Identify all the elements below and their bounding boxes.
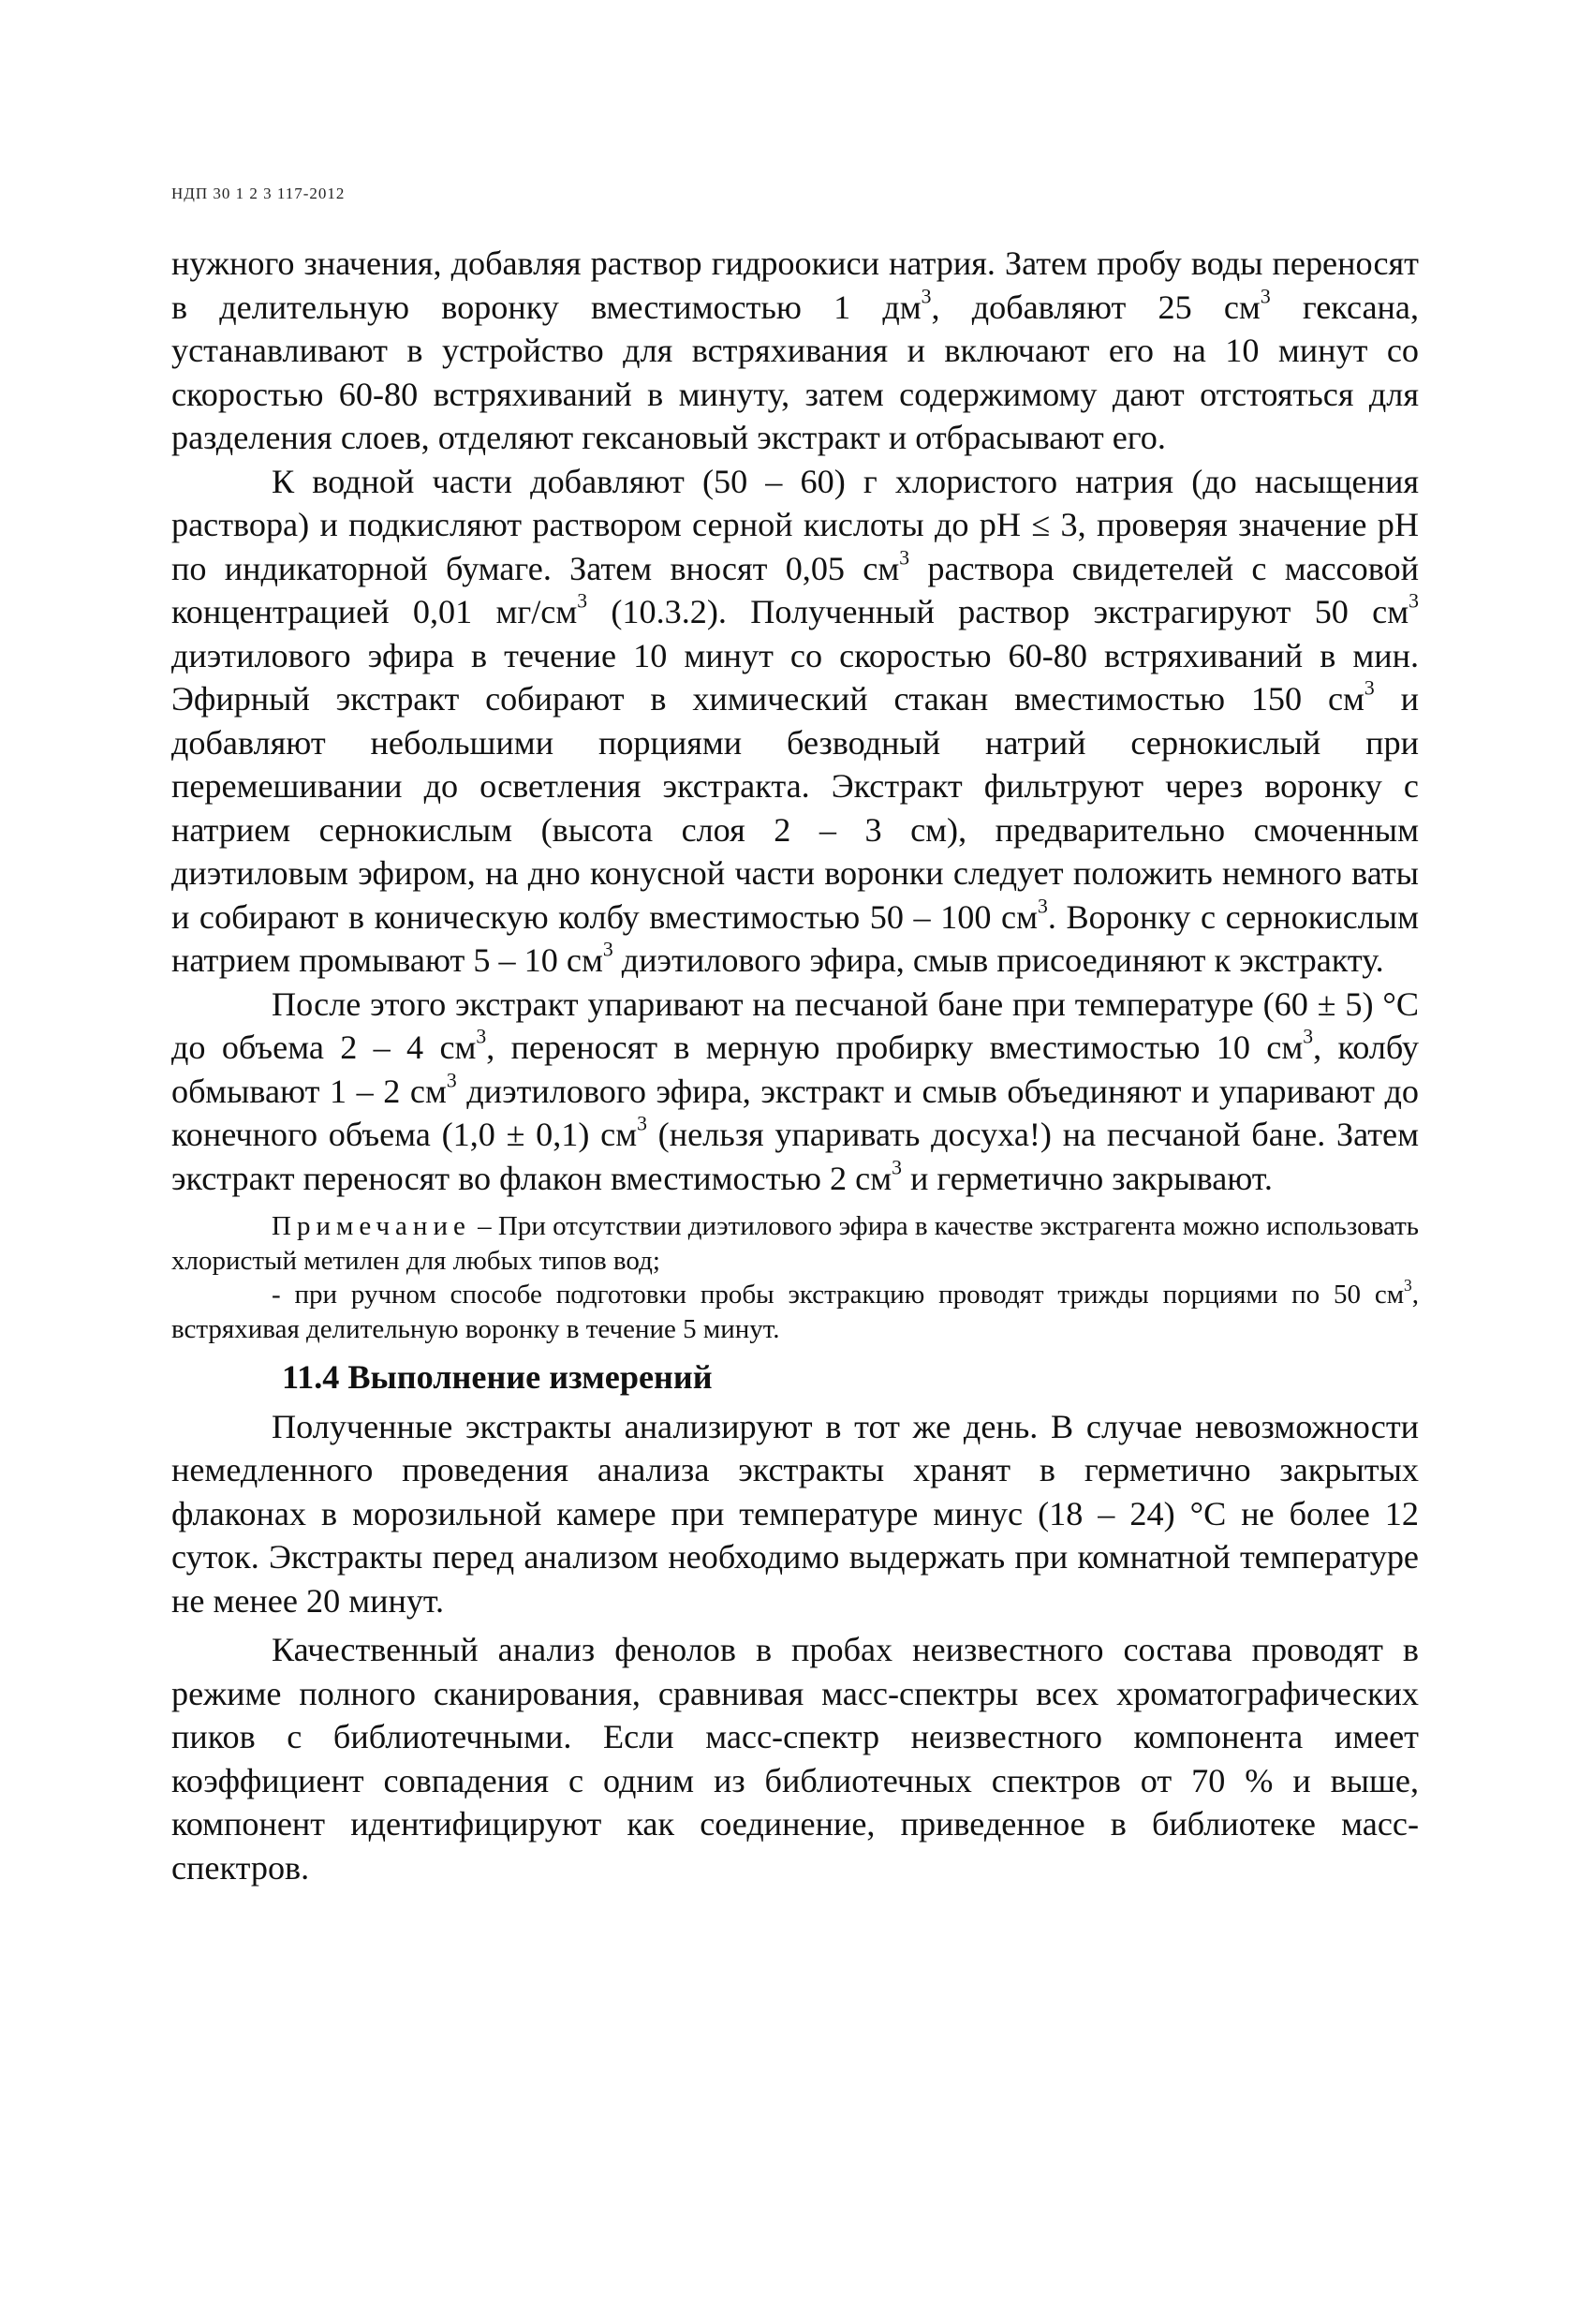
paragraph-4: Полученные экстракты анализируют в тот же день. В случае невозможности немедленного проведения анализа экстракты хранят в герметично закрытых флаконах в морозильной камере при температуре минус (18 – 24) °С не более 12 суток. Экстракты перед анализом необходимо выдержать при комнатной температуре не менее 20 минут. — [171, 1407, 1419, 1620]
document-code: НДП 30 1 2 3 117-2012 — [171, 185, 346, 202]
paragraph-2: К водной части добавляют (50 – 60) г хлористого натрия (до насыщения раствора) и подкисляют раствором серной кислоты до рН ≤ 3, проверяя значение рН по индикаторной бумаге. Затем вносят 0,05 $см^3$ раствора свидетелей с массовой концентрацией 0,01 $мг/см^3$ (10.3.2). Полученный раствор экстрагируют 50 $см^3$ диэтилового эфира в течение 10 минут со скоростью 60-80 встряхиваний в мин. Эфирный экстракт собирают в химический стакан вместимостью 150 $см^3$ и добавляют небольшими порциями безводный натрий сернокислый при перемешивании до осветления экстракта. Экстракт фильтруют через воронку с натрием сернокислым (высота слоя 2 – 3 см), предварительно смоченным диэтиловым эфиром, на дно конусной части воронки следует положить немного ваты и собирают в коническую колбу вместимостью 50 – 100 $см^3$. Воронку с сернокислым натрием промывают 5 – 10 $см^3$ диэтилового эфира, смыв присоединяют к экстракту. — [171, 462, 1419, 979]
paragraph-5: Качественный анализ фенолов в пробах неизвестного состава проводят в режиме полного сканирования, сравнивая масс-спектры всех хроматографических пиков с библиотечными. Если масс-спектр неизвестного компонента имеет коэффициент совпадения с одним из библиотечных спектров от 70 % и выше, компонент идентифицируют как соединение, приведенное в библиотеке масс-спектров. — [171, 1631, 1419, 1887]
section-heading: 11.4 Выполнение измерений — [282, 1358, 713, 1396]
paragraph-3: После этого экстракт упаривают на песчаной бане при температуре (60 ± 5) °С до объема 2 – 4 $см^3$, переносят в мерную пробирку вместимостью 10 $см^3$, колбу обмывают 1 – 2 $см^3$ диэтилового эфира, экстракт и смыв объединяют и упаривают до конечного объема (1,0 ± 0,1) $см^3$ (нельзя упаривать досуха!) на песчаной бане. Затем экстракт переносят во флакон вместимостью 2 $см^3$ и герметично закрывают. — [171, 984, 1420, 1197]
note-label: Примечание — [272, 1211, 471, 1241]
body-text-block — [171, 242, 1419, 1889]
paragraph-1: нужного значения, добавляя раствор гидроокиси натрия. Затем пробу воды переносят в делительную воронку вместимостью 1 $дм^3$, добавляют 25 $см^3$ гексана, устанавливают в устройство для встряхивания и включают его на 10 минут со скоростью 60-80 встряхиваний в минуту, затем содержимому дают отстояться для разделения слоев, отделяют гексановый экстракт и отбрасывают его. — [171, 244, 1419, 456]
note-line-2: - при ручном способе подготовки пробы экстракцию проводят трижды порциями по 50 $см^3$, встряхивая делительную воронку в течение 5 минут. — [171, 1275, 1419, 1344]
note-line-1: Примечание – При отсутствии диэтилового эфира в качестве экстрагента можно использовать хлористый метилен для любых типов вод; — [171, 1211, 1419, 1276]
